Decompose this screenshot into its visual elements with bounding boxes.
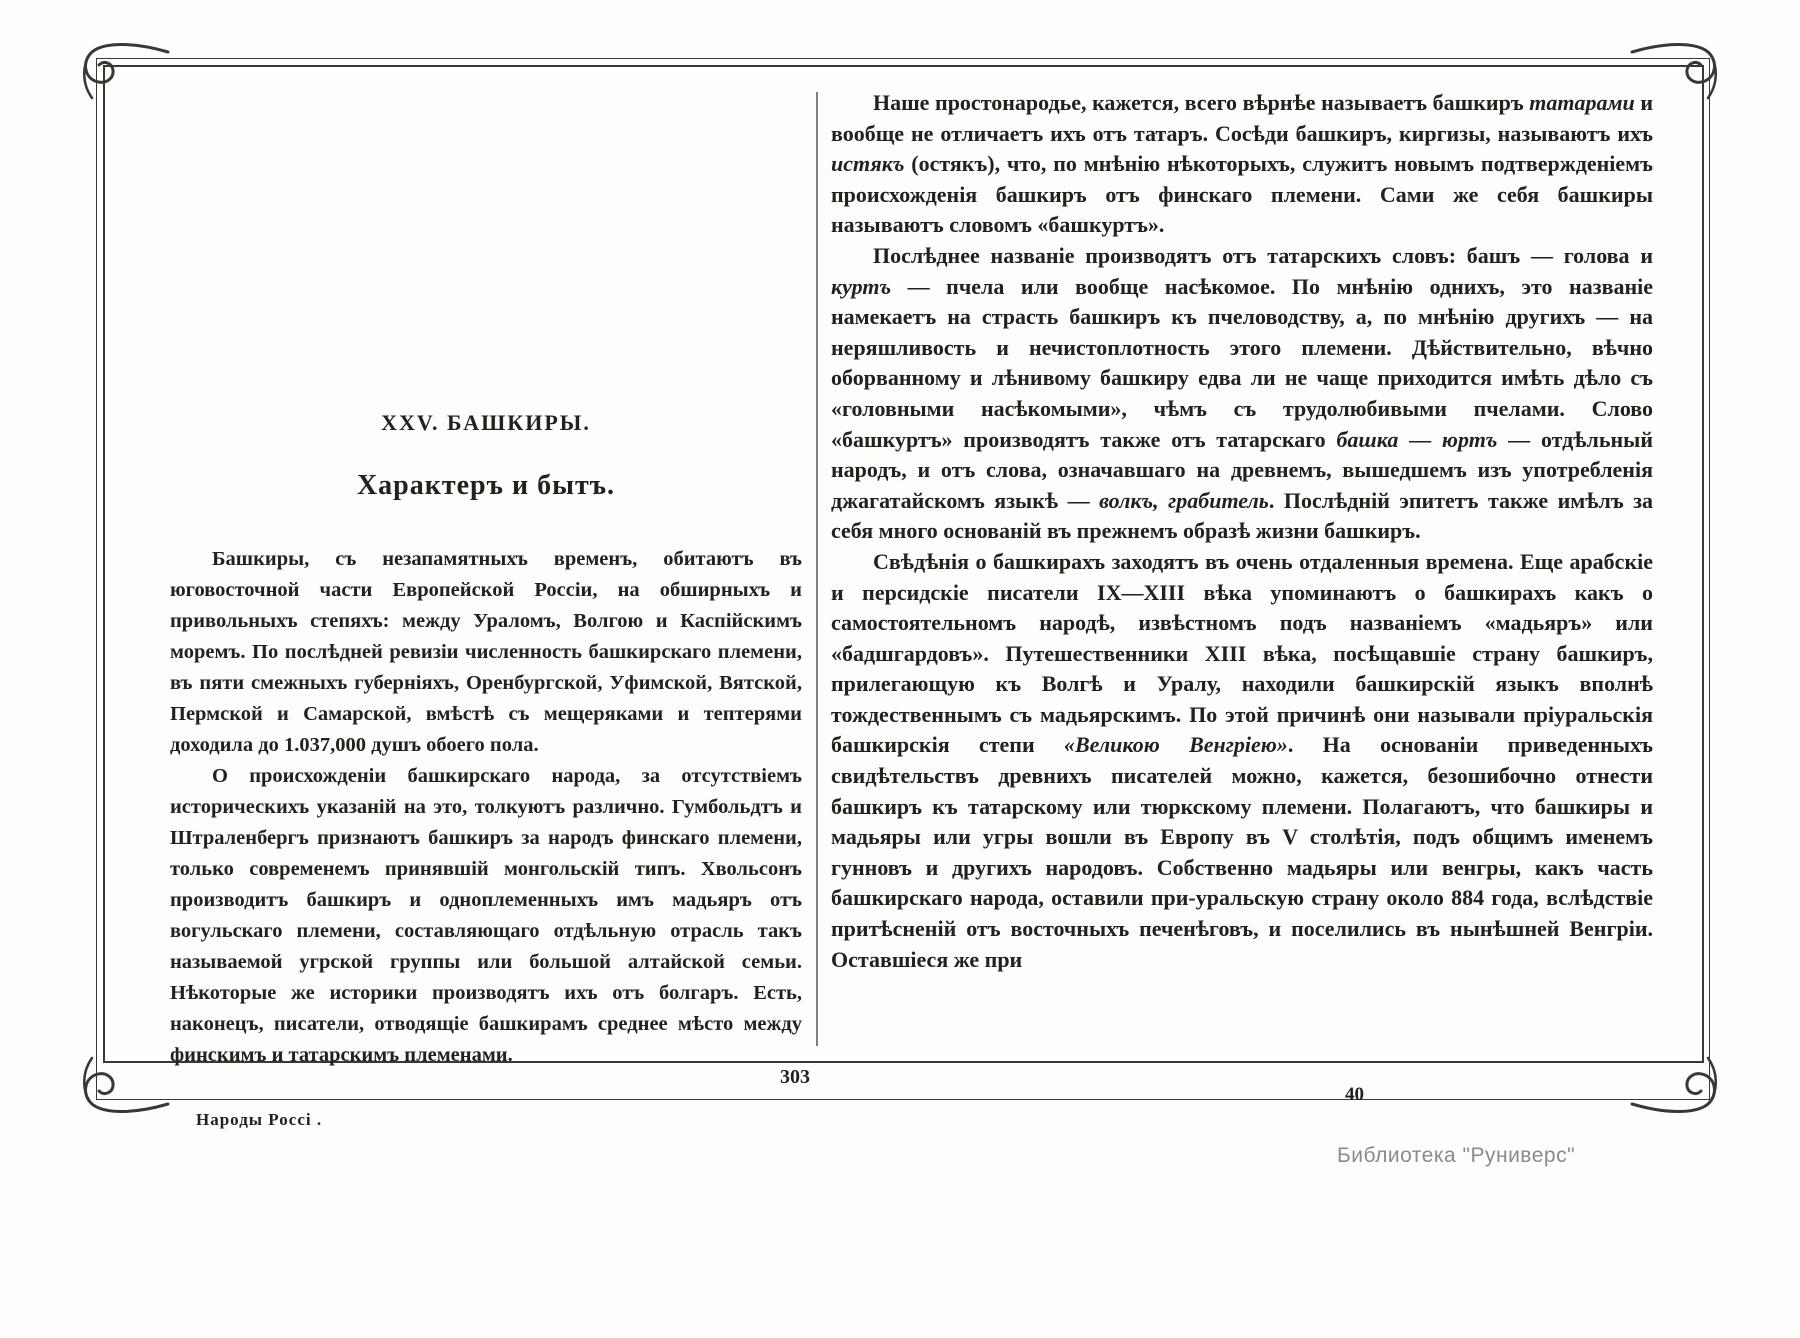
paragraph-right-2: Послѣднее названіе производятъ отъ татарскихъ словъ: башъ — голова и куртъ — пчела или вообще насѣкомое. По мнѣнію однихъ, это названіе намекаетъ на страсть башкиръ къ пчеловодству, а, по мнѣнію другихъ — на неряшливость и нечистоплотность этого племени. Дѣйствительно, вѣчно оборванному и лѣнивому башкиру едва ли не чаще приходится имѣть дѣло съ «головными насѣкомыми», чѣмъ съ трудолюбивыми пчелами. Слово «башкуртъ» производятъ также отъ татарскаго башка — юртъ — отдѣльный народъ, и отъ слова, означавшаго на древнемъ, вышедшемъ изъ употребленія джагатайскомъ языкѣ — волкъ, грабитель. Послѣдній эпитетъ также имѣлъ за себя много основаній въ прежнемъ образѣ жизни башкиръ. bbox=[831, 242, 1654, 544]
chapter-heading: XXV. БАШКИРЫ. bbox=[381, 410, 591, 435]
paragraph-left-1: Башкиры, съ незапамятныхъ временъ, обитаютъ въ юговосточной части Европейской Россіи, на обширныхъ и привольныхъ степяхъ: между Ураломъ, Волгою и Каспійскимъ моремъ. По послѣдней ревизіи численность башкирскаго племени, въ пяти смежныхъ губерніяхъ, Оренбургской, Уфимской, Вятской, Пермской и Самарской, вмѣстѣ съ мещеряками и тептерями доходила до 1.037,000 душъ обоего пола. bbox=[170, 548, 802, 756]
paragraph-right-3: Свѣдѣнія о башкирахъ заходятъ въ очень отдаленныя времена. Еще арабскіе и персидскіе писатели IX—XIII вѣка упоминаютъ о башкирахъ какъ о самостоятельномъ народѣ, извѣстномъ подъ названіемъ «мадьяръ» или «бадшгардовъ». Путешественники XIII вѣка, посѣщавшіе страну башкиръ, прилегающую къ Волгѣ и Уралу, находили башкирскій языкъ вполнѣ тождественнымъ съ мадьярскимъ. По этой причинѣ они называли пріуральскія башкирскія степи «Великою Венгріею». На основаніи приведенныхъ свидѣтельствъ древнихъ писателей можно, кажется, безошибочно отнести башкиръ къ татарскому или тюркскому племени. Полагаютъ, что башкиры и мадьяры или угры вошли въ Европу въ V столѣтія, подъ общимъ именемъ гунновъ и другихъ народовъ. Собственно мадьяры или венгры, какъ часть башкирскаго народа, оставили при-уральскую страну около 884 года, вслѣдствіе притѣсненій отъ восточныхъ печенѣговъ, и поселились въ нынѣшней Венгріи. Оставшіеся же при bbox=[831, 548, 1654, 972]
printer-signature: Народы Россі . bbox=[196, 1110, 323, 1129]
page-number: 303 bbox=[780, 1066, 810, 1088]
paragraph-left-2: О происхожденіи башкирскаго народа, за отсутствіемъ историческихъ указаній на это, толкуютъ различно. Гумбольдтъ и Штраленбергъ признаютъ башкиръ за народъ финскаго племени, только современемъ принявшій монгольскій типъ. Хвольсонъ производитъ башкиръ и одноплеменныхъ имъ мадьяръ отъ вогульскаго племени, составляющаго отдѣльную отрасль такъ называемой угрской группы или большой алтайской семьи. Нѣкоторые же историки производятъ ихъ отъ болгаръ. Есть, наконецъ, писатели, отводящіе башкирамъ среднее мѣсто между финскимъ и татарскимъ племенами. bbox=[170, 765, 802, 1066]
left-column bbox=[170, 70, 802, 1071]
library-watermark: Библиотека "Руниверс" bbox=[1337, 1144, 1576, 1167]
sheet-number: 40 bbox=[1345, 1084, 1364, 1105]
paragraph-right-1: Наше простонародье, кажется, всего вѣрнѣе называетъ башкиръ татарами и вообще не отличаетъ ихъ отъ татаръ. Сосѣди башкиръ, киргизы, называютъ ихъ истякъ (остякъ), что, по мнѣнію нѣкоторыхъ, служитъ новымъ подтвержденіемъ происхожденія башкиръ отъ финскаго племени. Сами же себя башкиры называютъ словомъ «башкуртъ». bbox=[831, 90, 1653, 238]
right-column bbox=[831, 88, 1653, 975]
section-heading: Характеръ и бытъ. bbox=[356, 470, 616, 501]
column-divider-rule bbox=[816, 92, 818, 1046]
